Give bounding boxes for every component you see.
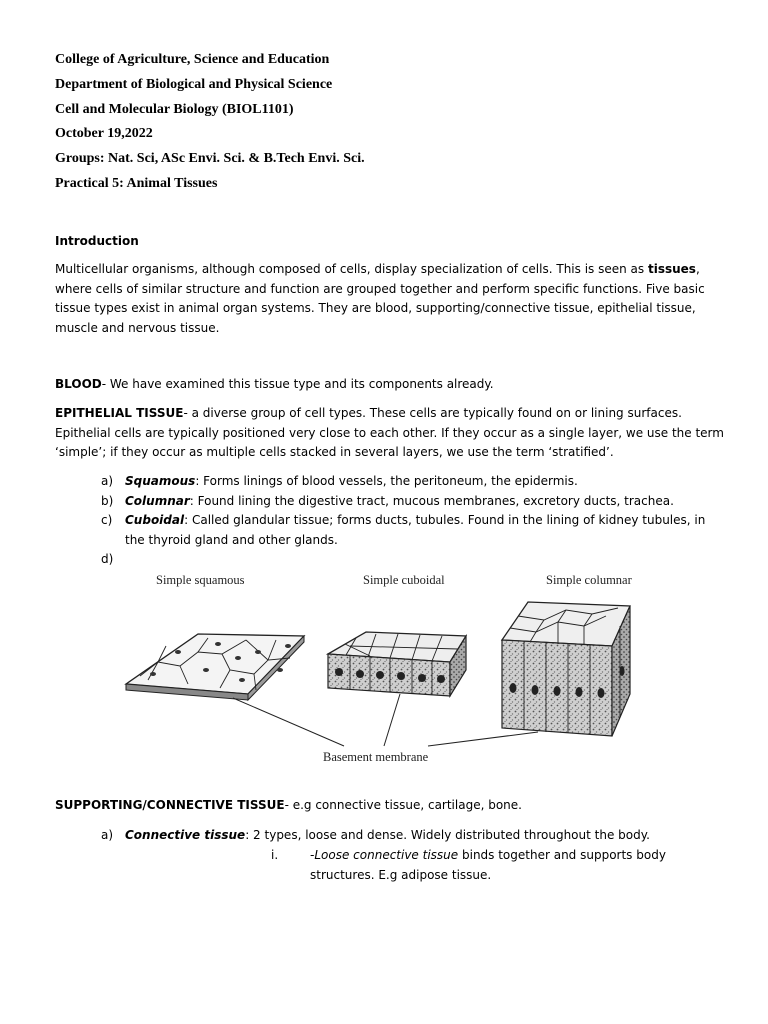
label-simple-squamous: Simple squamous xyxy=(156,573,245,587)
intro-bold-tissues: tissues xyxy=(647,262,696,276)
list-marker: d) xyxy=(101,552,114,566)
label-simple-cuboidal: Simple cuboidal xyxy=(363,573,445,587)
intro-heading: Introduction xyxy=(55,234,139,248)
document-header xyxy=(55,50,735,199)
department-name: Department of Biological and Physical Science xyxy=(55,76,333,92)
blood-paragraph xyxy=(55,375,725,395)
intro-text-1: Multicellular organisms, although composed of cells, display specialization of cells. This is seen as xyxy=(55,262,645,276)
cuboidal-epithelium-drawing xyxy=(328,632,466,696)
intro-paragraph xyxy=(55,260,725,338)
list-text: : Found lining the digestive tract, mucous membranes, excretory ducts, trachea. xyxy=(189,493,674,508)
list-term: Columnar xyxy=(125,493,190,508)
supporting-paragraph xyxy=(55,796,725,816)
label-basement-membrane: Basement membrane xyxy=(323,750,429,764)
epithelial-paragraph xyxy=(55,404,725,463)
blood-text: - We have examined this tissue type and its components already. xyxy=(101,377,494,391)
sub-list-prefix: - xyxy=(310,848,315,862)
supporting-label: SUPPORTING/CONNECTIVE TISSUE xyxy=(55,798,285,812)
basement-membrane-pointers xyxy=(233,694,538,746)
epithelium-figure xyxy=(118,566,658,771)
list-marker: b) xyxy=(101,493,114,508)
squamous-epithelium-drawing xyxy=(126,634,304,700)
epithelial-label: EPITHELIAL TISSUE xyxy=(55,406,184,420)
groups-line: Groups: Nat. Sci, ASc Envi. Sci. & B.Tech Envi. Sci. xyxy=(55,151,365,167)
list-marker: a) xyxy=(101,474,114,488)
document-date: October 19,2022 xyxy=(55,126,153,142)
epithelium-diagram xyxy=(118,566,658,771)
epithelial-text: - a diverse group of cell types. These cells are typically found on or lining surfaces. Epithelial cells are typically positioned very close to each other. If they occur as a single layer, we use the term ‘simple’; if they occur as multiple cells stacked in several layers, we use the term ‘stratified’. xyxy=(55,406,724,460)
intro-text-2: , where cells of similar structure and function are grouped together and perform specific functions. Five basic tissue types exist in animal organ systems. They are blood, supporting/connective tissue, epithelial tissue, muscle and nervous tissue. xyxy=(55,262,705,335)
list-term: Squamous xyxy=(125,474,196,488)
sub-list-term: Loose connective tissue xyxy=(314,848,459,862)
practical-title: Practical 5: Animal Tissues xyxy=(55,175,218,191)
supporting-text: - e.g connective tissue, cartilage, bone. xyxy=(284,798,522,812)
blood-label: BLOOD xyxy=(55,377,102,391)
list-text: : Forms linings of blood vessels, the peritoneum, the epidermis. xyxy=(195,474,578,488)
columnar-epithelium-drawing xyxy=(502,602,630,736)
list-text: : Called glandular tissue; forms ducts, tubules. Found in the lining of kidney tubules, in the thyroid gland and other glands. xyxy=(125,513,706,547)
college-name: College of Agriculture, Science and Education xyxy=(55,52,330,67)
list-marker: c) xyxy=(101,513,113,527)
course-title: Cell and Molecular Biology (BIOL1101) xyxy=(55,101,294,117)
sub-list-text: binds together and supports body structures. E.g adipose tissue. xyxy=(310,848,666,882)
list-text: : 2 types, loose and dense. Widely distributed throughout the body. xyxy=(245,828,650,842)
sub-list-marker: i. xyxy=(271,848,279,862)
list-term: Cuboidal xyxy=(125,513,185,527)
label-simple-columnar: Simple columnar xyxy=(546,573,632,587)
list-marker: a) xyxy=(101,828,114,842)
list-term: Connective tissue xyxy=(125,828,246,842)
